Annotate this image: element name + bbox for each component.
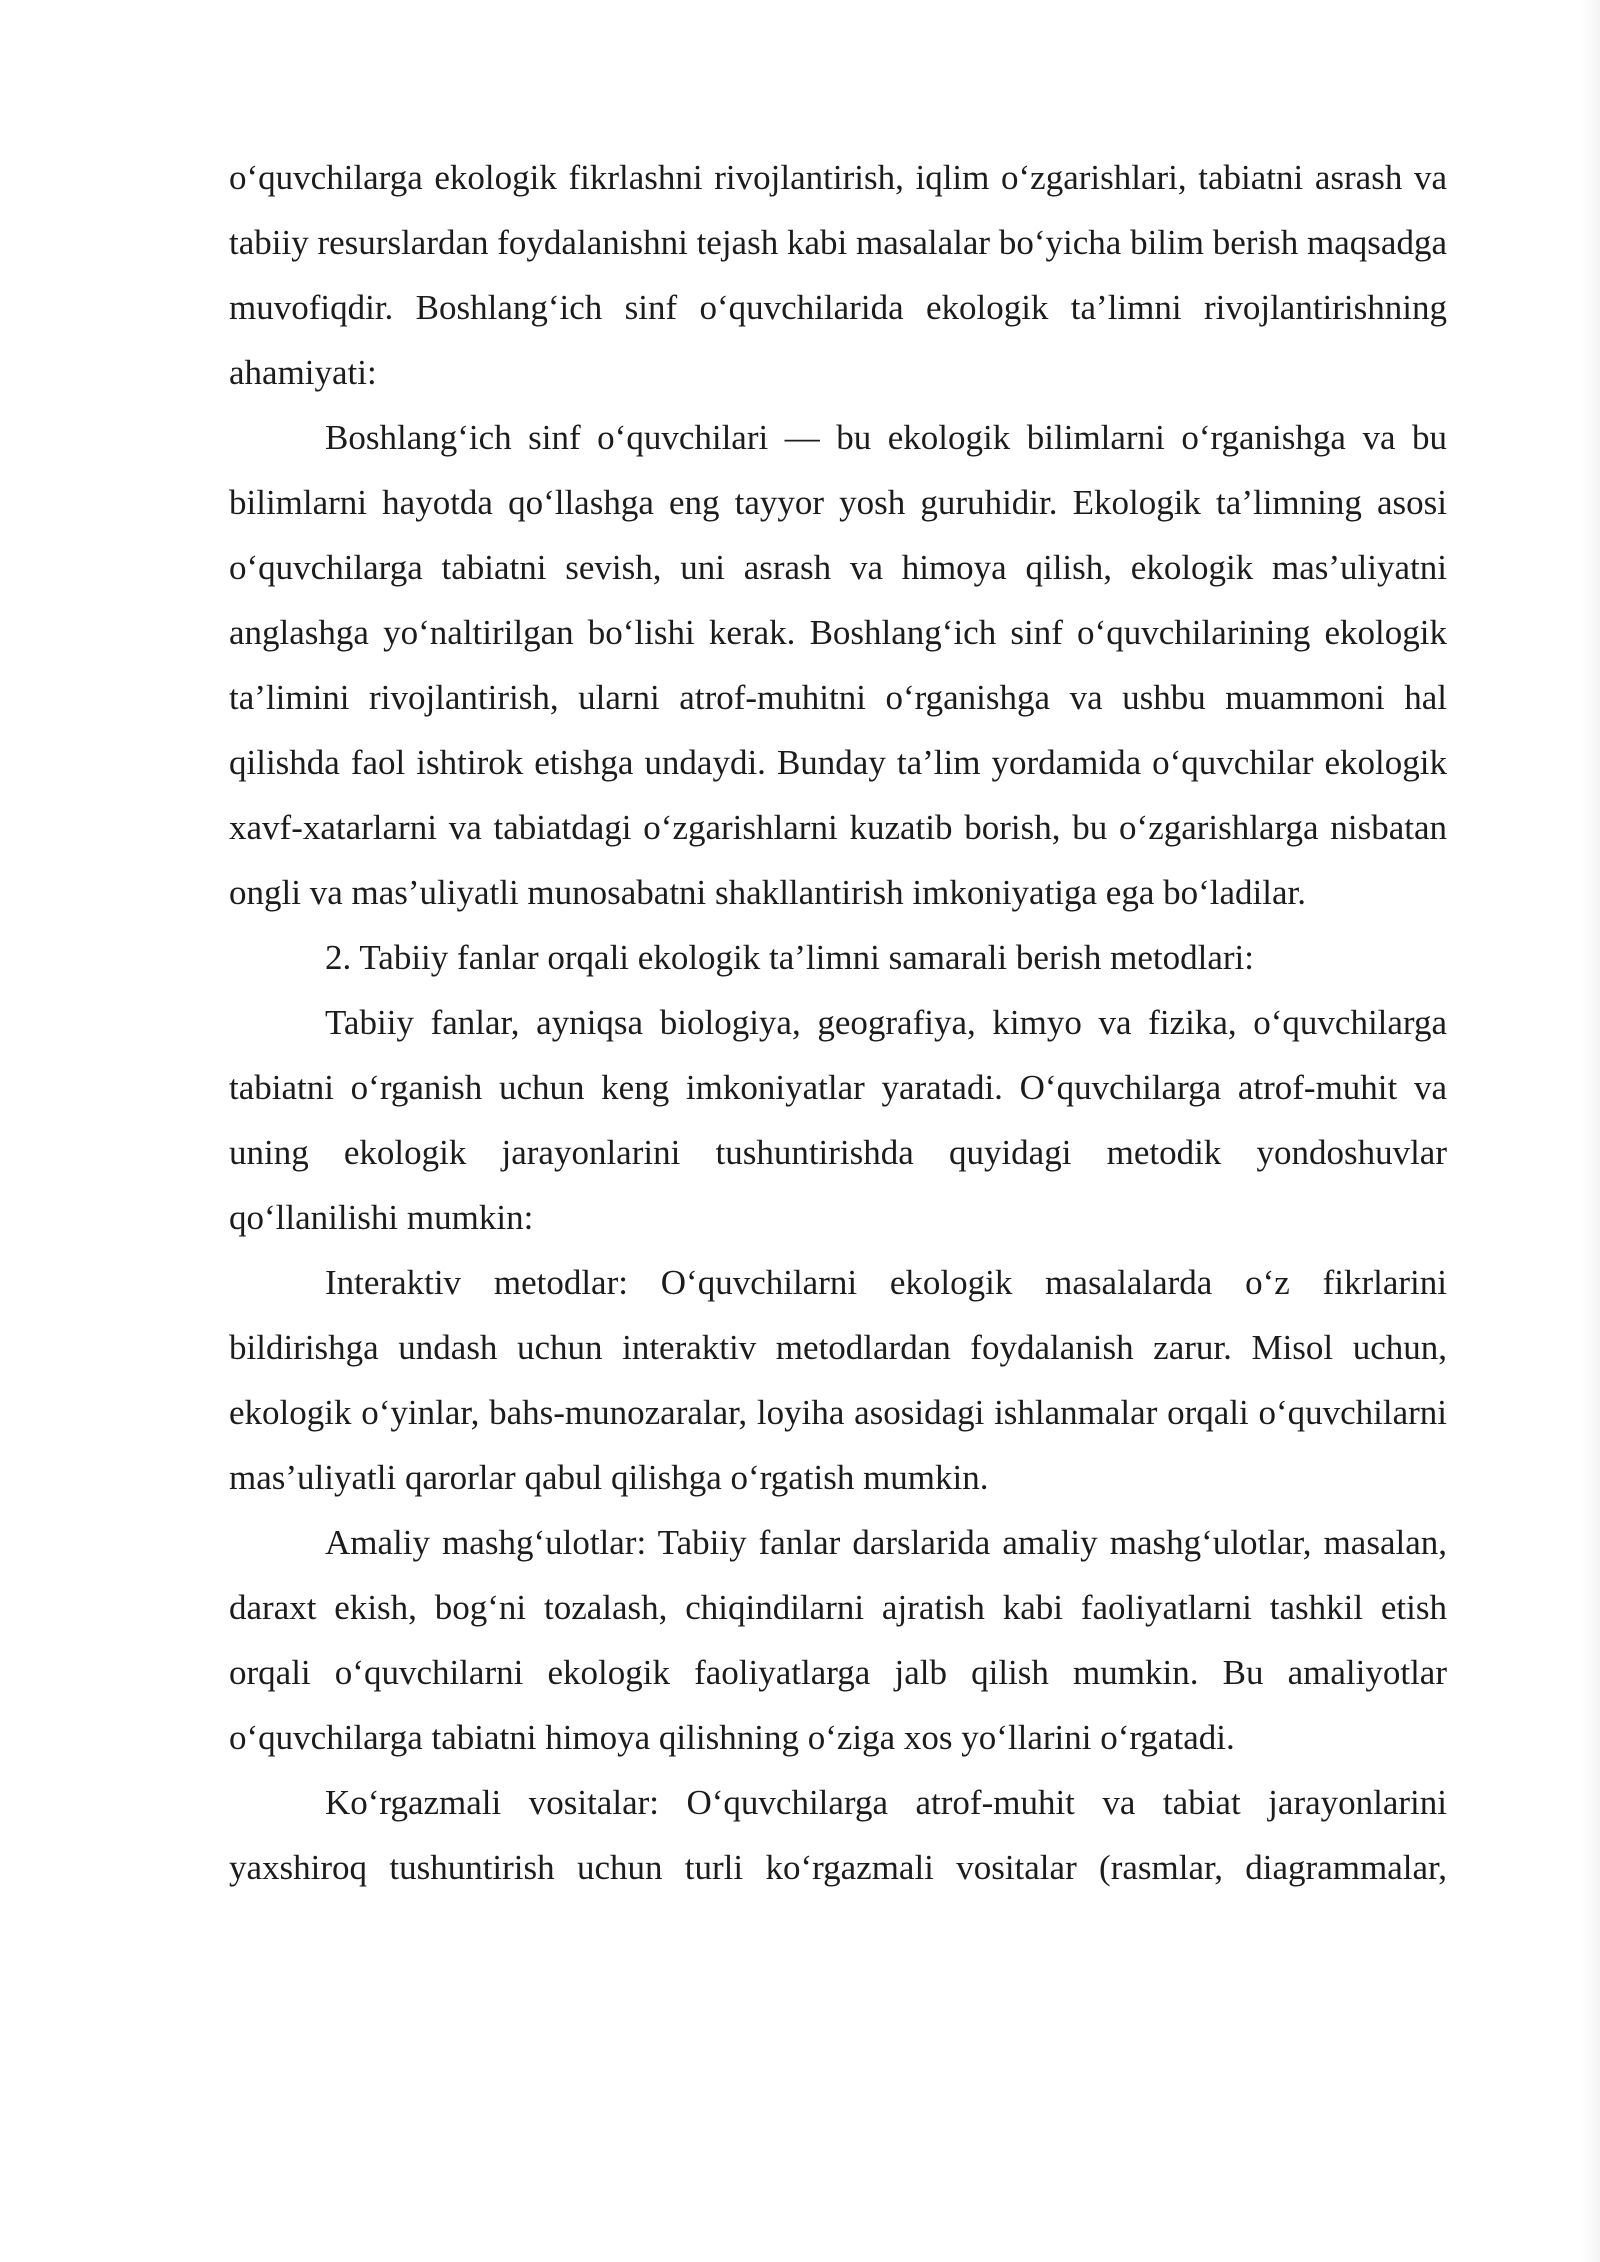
document-body xyxy=(229,145,1447,1900)
paragraph: Amaliy mashg‘ulotlar: Tabiiy fanlar darslarida amaliy mashg‘ulotlar, masalan, daraxt ekish, bog‘ni tozalash, chiqindilarni ajratish kabi faoliyatlarni tashkil etish orqali o‘quvchilarni ekologik faoliyatlarga jalb qilish mumkin. Bu amaliyotlar o‘quvchilarga tabiatni himoya qilishning o‘ziga xos yo‘llarini o‘rgatadi. xyxy=(229,1523,1447,1757)
paragraph: o‘quvchilarga ekologik fikrlashni rivojlantirish, iqlim o‘zgarishlari, tabiatni asrash va tabiiy resurslardan foydalanishni tejash kabi masalalar bo‘yicha bilim berish maqsadga muvofiqdir. Boshlang‘ich sinf o‘quvchilarida ekologik ta’limni rivojlantirishning ahamiyati: xyxy=(229,158,1447,392)
paragraph: Interaktiv metodlar: O‘quvchilarni ekologik masalalarda o‘z fikrlarini bildirishga undash uchun interaktiv metodlardan foydalanish zarur. Misol uchun, ekologik o‘yinlar, bahs-munozaralar, loyiha asosidagi ishlanmalar orqali o‘quvchilarni mas’uliyatli qarorlar qabul qilishga o‘rgatish mumkin. xyxy=(229,1263,1447,1497)
page-edge-shadow xyxy=(1582,0,1600,2262)
paragraph: Boshlang‘ich sinf o‘quvchilari — bu ekologik bilimlarni o‘rganishga va bu bilimlarni hayotda qo‘llashga eng tayyor yosh guruhidir. Ekologik ta’limning asosi o‘quvchilarga tabiatni sevish, uni asrash va himoya qilish, ekologik mas’uliyatni anglashga yo‘naltirilgan bo‘lishi kerak. Boshlang‘ich sinf o‘quvchilarining ekologik ta’limini rivojlantirish, ularni atrof-muhitni o‘rganishga va ushbu muammoni hal qilishda faol ishtirok etishga undaydi. Bunday ta’lim yordamida o‘quvchilar ekologik xavf-xatarlarni va tabiatdagi o‘zgarishlarni kuzatib borish, bu o‘zgarishlarga nisbatan ongli va mas’uliyatli munosabatni shakllantirish imkoniyatiga ega bo‘ladilar. xyxy=(229,418,1447,912)
section-heading: 2. Tabiiy fanlar orqali ekologik ta’limni samarali berish metodlari: xyxy=(325,938,1255,977)
paragraph: Tabiiy fanlar, ayniqsa biologiya, geografiya, kimyo va fizika, o‘quvchilarga tabiatni o‘rganish uchun keng imkoniyatlar yaratadi. O‘quvchilarga atrof-muhit va uning ekologik jarayonlarini tushuntirishda quyidagi metodik yondoshuvlar qo‘llanilishi mumkin: xyxy=(229,1003,1447,1237)
paragraph: Ko‘rgazmali vositalar: O‘quvchilarga atrof-muhit va tabiat jarayonlarini yaxshiroq tushuntirish uchun turli ko‘rgazmali vositalar (rasmlar, diagrammalar, xyxy=(229,1783,1447,1887)
